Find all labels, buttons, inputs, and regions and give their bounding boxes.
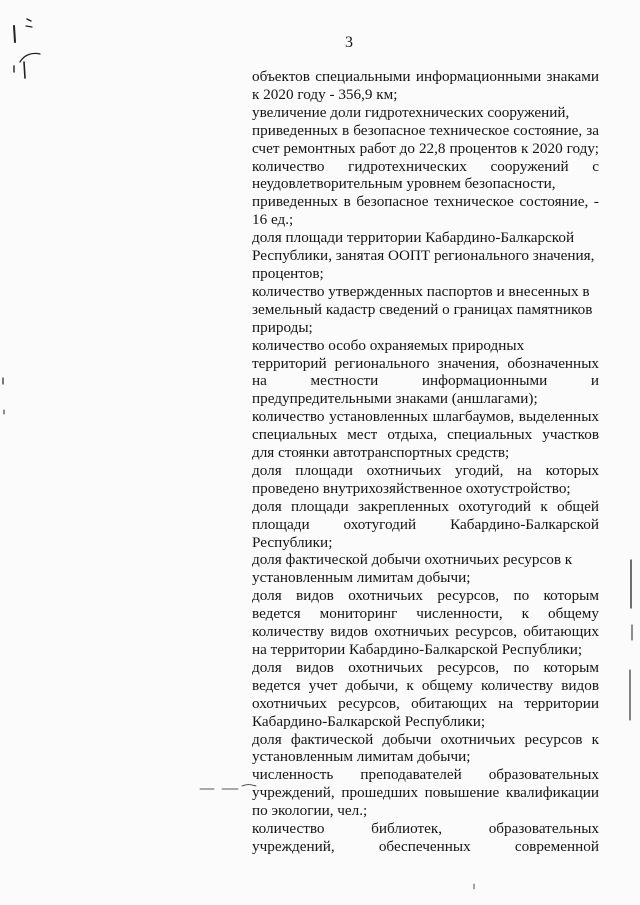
text-line: к 2020 году - 356,9 км; [252,85,398,103]
text-line: процентов; [252,264,324,282]
text-line: доля площади закрепленных охотугодий к общей [252,497,599,515]
text-line: приведенных в безопасное техническое состояние, - [252,193,599,211]
text-line: количество библиотек, образовательных [252,820,599,838]
text-line: для стоянки автотранспортных средств; [252,444,510,462]
binding-mark-4 [20,53,40,62]
text-line: доля видов охотничьих ресурсов, по которым [252,658,599,676]
text-line: неудовлетворительным уровнем безопасности, [252,175,556,193]
text-line: Республики; [252,533,333,551]
text-line: количество гидротехнических сооружений с [252,157,599,175]
text-line: проведено внутрихозяйственное охотустройство; [252,479,571,497]
binding-mark-1 [14,26,15,42]
text-line: специальных мест отдыха, специальных участков [252,426,599,444]
binding-mark-2 [27,19,31,21]
text-line: объектов специальными информационными знаками [252,68,599,85]
text-line: Кабардино-Балкарской Республики; [252,712,486,730]
text-line: учреждений, прошедших повышение квалификации [252,784,599,802]
binding-mark-5 [24,62,25,78]
text-line: предупредительными знаками (аншлагами); [252,390,538,408]
text-line: по экологии, чел.; [252,802,368,820]
text-line: доля площади охотничьих угодий, на которых [252,461,599,479]
text-line: на местности информационными и [252,372,599,390]
text-line: доля видов охотничьих ресурсов, по которым [252,587,599,605]
text-line: установленным лимитам добычи; [252,748,471,766]
page-number: 3 [345,34,353,51]
text-line: количество особо охраняемых природных [252,336,525,354]
text-line: охотничьих ресурсов, обитающих на территории [252,694,599,712]
binding-mark-3 [26,26,32,27]
text-line: территорий регионального значения, обозначенных [252,354,599,372]
text-line: площади охотугодий Кабардино-Балкарской [252,515,599,533]
text-line: приведенных в безопасное техническое состояние, за [252,121,599,139]
text-line: ведется мониторинг численности, к общему [252,605,599,623]
text-line: на территории Кабардино-Балкарской Республики; [252,641,583,658]
text-line: количеству видов охотничьих ресурсов, обитающих [252,623,599,641]
text-line: счет ремонтных работ до 22,8 процентов к 2020 году; [252,139,599,157]
text-line: 16 ед.; [252,211,294,229]
text-line: установленным лимитам добычи; [252,569,471,587]
text-line: количество установленных шлагбаумов, выделенных [252,408,599,426]
text-line: земельный кадастр сведений о границах памятников [252,300,593,318]
text-line: Республики, занятая ООПТ регионального значения, [252,247,595,265]
text-line: численность преподавателей образовательных [252,766,599,784]
text-line: доля площади территории Кабардино-Балкарской [252,229,575,247]
text-line: увеличение доли гидротехнических сооружений, [252,103,570,121]
text-line: учреждений, обеспеченных современной [252,837,599,855]
text-line: доля фактической добычи охотничьих ресурсов к [252,730,599,748]
text-line: количество утвержденных паспортов и внесенных в [252,282,590,300]
text-line: доля фактической добычи охотничьих ресурсов к [252,551,573,569]
text-line: природы; [252,318,313,336]
stray-mark-3 [242,785,256,787]
text-line: ведется учет добычи, к общему количеству видов [252,676,599,694]
